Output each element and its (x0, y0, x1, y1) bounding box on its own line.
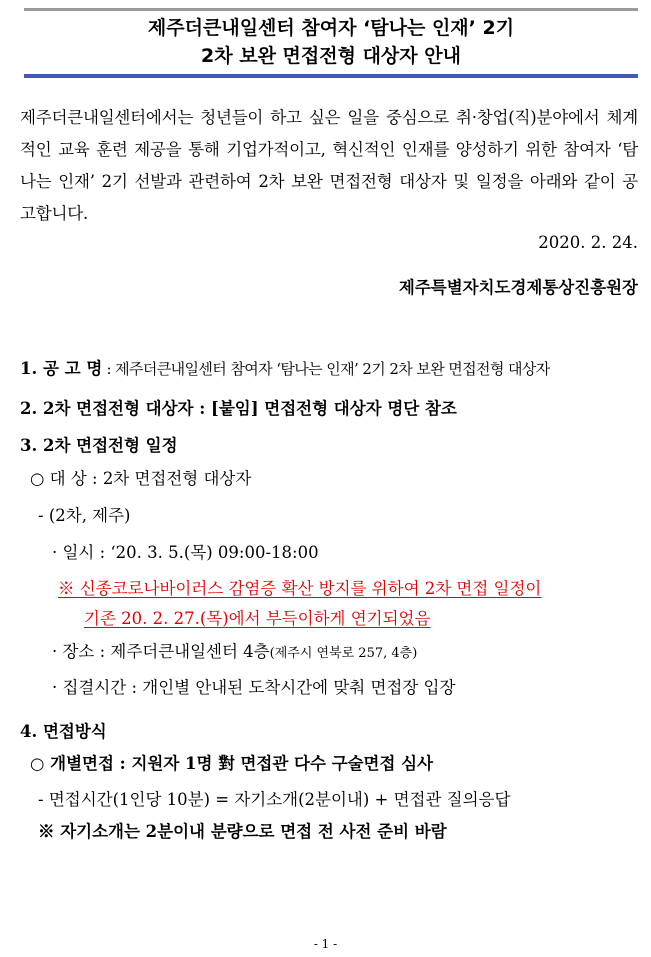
section-3-datetime: · 일시 : ‘20. 3. 5.(목) 09:00-18:00 (52, 543, 319, 562)
section-3-group: - (2차, 제주) (38, 506, 131, 525)
postponement-notice-line-1: ※ 신종코로나바이러스 감염증 확산 방지를 위하여 2차 면접 일정이 (58, 579, 542, 598)
section-3-gather-time: · 집결시간 : 개인별 안내된 도착시간에 맞춰 면접장 입장 (52, 678, 456, 697)
place-label: · 장소 : 제주더큰내일센터 4층 (52, 642, 270, 661)
section-3-target: ○ 대 상 : 2차 면접전형 대상자 (30, 469, 252, 488)
section-3-place (52, 638, 417, 662)
issuing-organization: 제주특별자치도경제통상진흥원장 (398, 278, 638, 297)
section-3-heading: 3. 2차 면접전형 일정 (20, 436, 178, 455)
notice-date: 2020. 2. 24. (538, 233, 638, 252)
section-2 (20, 395, 457, 419)
title-bottom-rule (24, 74, 638, 78)
postponement-notice-line-2: 기존 20. 2. 27.(목)에서 부득이하게 연기되었음 (84, 609, 431, 628)
page-number: - 1 - (313, 937, 338, 951)
section-1 (20, 355, 550, 379)
section-2-value: [붙임] 면접전형 대상자 명단 참조 (211, 399, 457, 418)
title-line-1: 제주더큰내일센터 참여자 ‘탐나는 인재’ 2기 (147, 17, 515, 39)
section-4-interview-time: - 면접시간(1인당 10분) = 자기소개(2분이내) + 면접관 질의응답 (38, 790, 511, 809)
section-1-separator: : (102, 360, 116, 378)
section-4-method: ○ 개별면접 : 지원자 1명 對 면접관 다수 구술면접 심사 (30, 754, 434, 773)
section-1-value: 제주더큰내일센터 참여자 ‘탐나는 인재’ 2기 2차 보완 면접전형 대상자 (115, 360, 550, 378)
section-1-label: 1. 공 고 명 (20, 359, 103, 378)
section-4-heading: 4. 면접방식 (20, 722, 107, 741)
page-title (24, 14, 638, 70)
title-top-rule (24, 8, 638, 11)
section-4-note: ※ 자기소개는 2분이내 분량으로 면접 전 사전 준비 바람 (38, 822, 447, 841)
intro-paragraph: 제주더큰내일센터에서는 청년들이 하고 싶은 일을 중심으로 취·창업(직)분야에서 체계적인 교육 훈련 제공을 통해 기업가적이고, 혁신적인 인재를 양성하기 위한 참여자 ‘탐나는 인재’ 2기 선발과 관련하여 2차 보완 면접전형 대상자 및 일정을 아래와 같이 공고합니다. (20, 108, 638, 223)
section-2-label: 2. 2차 면접전형 대상자 : (20, 399, 206, 418)
place-address: (제주시 연북로 257, 4층) (269, 646, 418, 661)
title-line-2: 2차 보완 면접전형 대상자 안내 (201, 45, 461, 67)
